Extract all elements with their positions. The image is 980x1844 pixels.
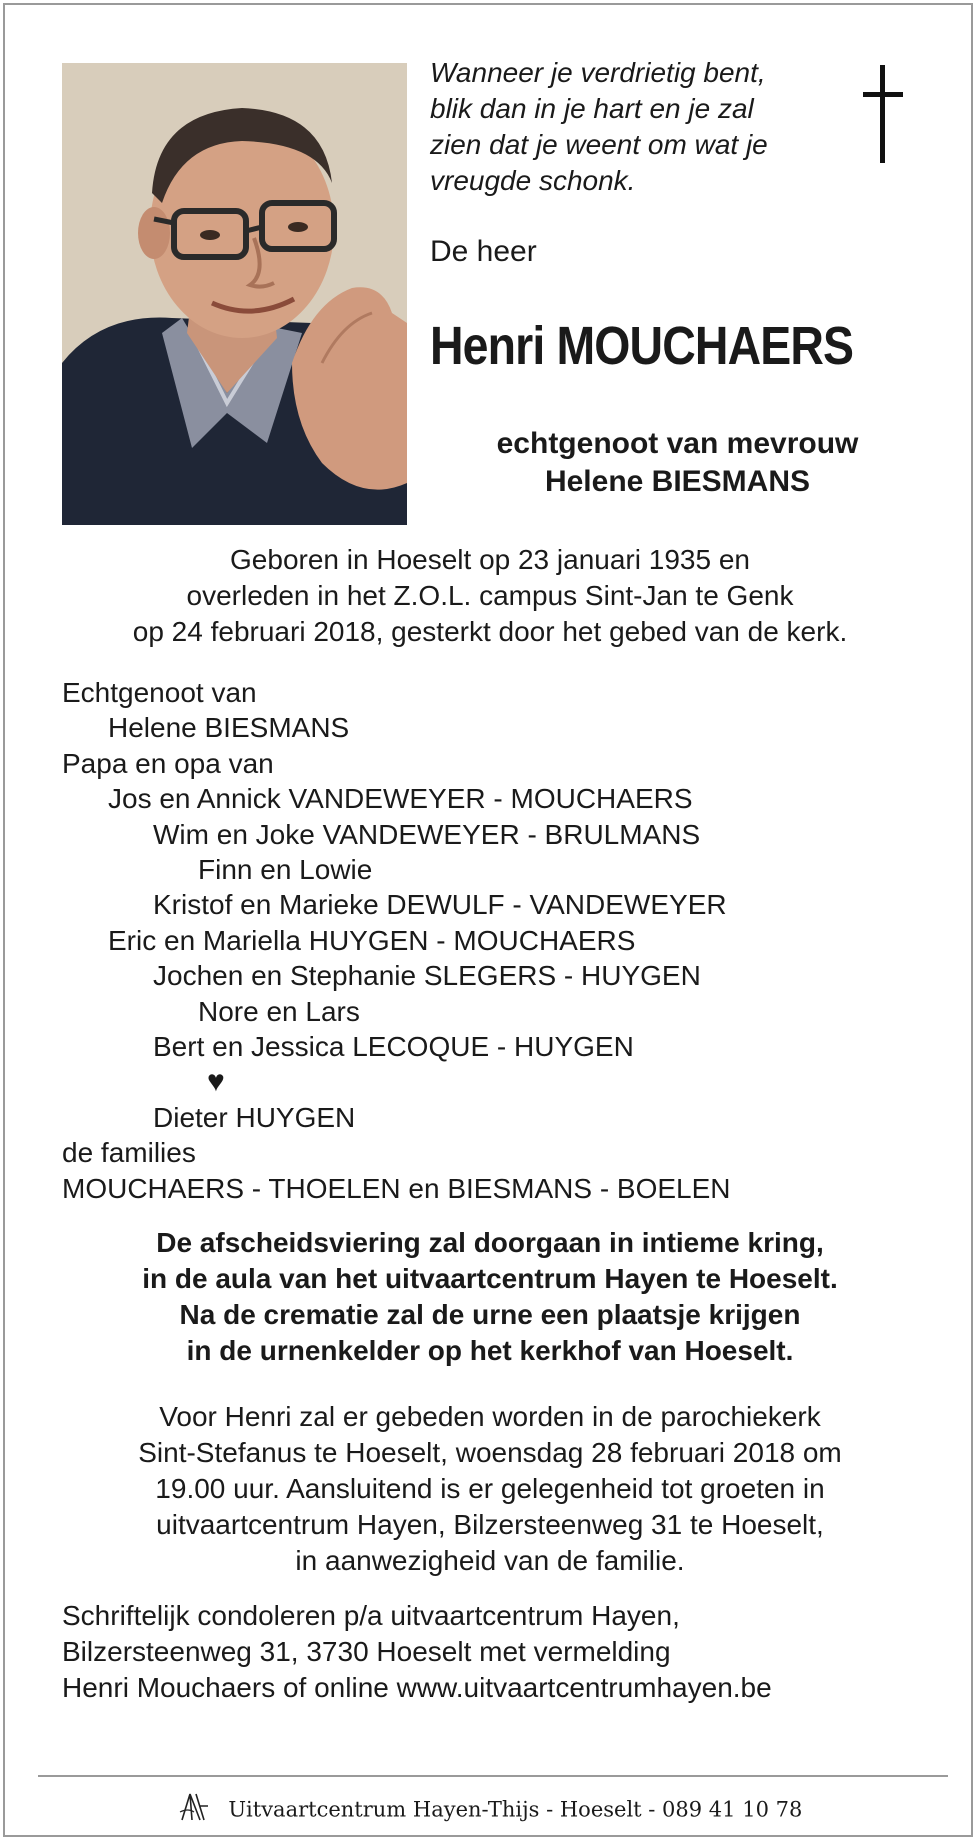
- portrait-photo: [62, 63, 407, 525]
- prayer-line: Sint-Stefanus te Hoeselt, woensdag 28 februari 2018 om: [138, 1437, 842, 1468]
- deceased-name: Henri MOUCHAERS: [430, 316, 854, 376]
- notice-line: in de aula van het uitvaartcentrum Hayen te Hoeselt.: [142, 1263, 838, 1294]
- family-line: Finn en Lowie: [198, 854, 373, 886]
- cross-icon: [863, 65, 903, 168]
- poem-line: Wanneer je verdrietig bent,: [430, 57, 766, 88]
- birth-death-line: overleden in het Z.O.L. campus Sint-Jan te Genk: [186, 580, 794, 611]
- notice-line: De afscheidsviering zal doorgaan in intieme kring,: [156, 1227, 824, 1258]
- notice-line: Na de crematie zal de urne een plaatsje krijgen: [179, 1299, 801, 1330]
- obituary-card: [3, 3, 973, 1837]
- poem-line: zien dat je weent om wat je: [430, 129, 768, 160]
- condolence-line: Schriftelijk condoleren p/a uitvaartcentrum Hayen,: [62, 1600, 680, 1631]
- prayer-line: Voor Henri zal er gebeden worden in de parochiekerk: [159, 1401, 821, 1432]
- condolence-line: Henri Mouchaers of online www.uitvaartcentrumhayen.be: [62, 1672, 772, 1703]
- family-line: Helene BIESMANS: [108, 712, 350, 744]
- prayer-service-info: [5, 1399, 975, 1579]
- prayer-line: 19.00 uur. Aansluitend is er gelegenheid tot groeten in: [155, 1473, 825, 1504]
- family-line: Eric en Mariella HUYGEN - MOUCHAERS: [108, 924, 636, 956]
- family-line: Bert en Jessica LECOQUE - HUYGEN: [153, 1031, 634, 1063]
- spouse-line: Helene BIESMANS: [544, 465, 811, 498]
- family-line: Papa en opa van: [62, 747, 274, 779]
- footer-text: Uitvaartcentrum Hayen-Thijs - Hoeselt - 089 41 10 78: [228, 1797, 803, 1822]
- notice-line: in de urnenkelder op het kerkhof van Hoeselt.: [186, 1335, 794, 1366]
- family-line: Dieter HUYGEN: [153, 1101, 356, 1133]
- condolence-info: [62, 1598, 942, 1706]
- footer-divider: [38, 1775, 948, 1777]
- spouse-info: [430, 425, 925, 501]
- family-line: MOUCHAERS - THOELEN en BIESMANS - BOELEN: [62, 1172, 731, 1204]
- family-line: Kristof en Marieke DEWULF - VANDEWEYER: [153, 889, 727, 921]
- honorific: De heer: [430, 235, 537, 268]
- family-line: Nore en Lars: [198, 995, 360, 1027]
- poem: [430, 55, 850, 199]
- heart-icon: ♥: [207, 1065, 225, 1099]
- condolence-line: Bilzersteenweg 31, 3730 Hoeselt met vermelding: [62, 1636, 671, 1667]
- birth-death-line: op 24 februari 2018, gesterkt door het gebed van de kerk.: [132, 616, 848, 647]
- spouse-line: echtgenoot van mevrouw: [496, 427, 859, 460]
- prayer-line: in aanwezigheid van de familie.: [295, 1545, 685, 1576]
- poem-line: vreugde schonk.: [430, 165, 636, 196]
- family-list: [62, 675, 942, 1206]
- poem-line: blik dan in je hart en je zal: [430, 93, 754, 124]
- birth-death-info: [5, 542, 975, 650]
- family-line: Echtgenoot van: [62, 677, 257, 708]
- family-line: de families: [62, 1137, 196, 1169]
- birth-death-line: Geboren in Hoeselt op 23 januari 1935 en: [230, 544, 750, 575]
- funeral-home-logo-icon: [178, 1790, 212, 1829]
- family-line: Jos en Annick VANDEWEYER - MOUCHAERS: [108, 783, 693, 815]
- footer: [5, 1790, 975, 1829]
- family-line: Jochen en Stephanie SLEGERS - HUYGEN: [153, 960, 701, 992]
- prayer-line: uitvaartcentrum Hayen, Bilzersteenweg 31 te Hoeselt,: [156, 1509, 824, 1540]
- ceremony-notice: [5, 1225, 975, 1369]
- family-line: Wim en Joke VANDEWEYER - BRULMANS: [153, 818, 701, 850]
